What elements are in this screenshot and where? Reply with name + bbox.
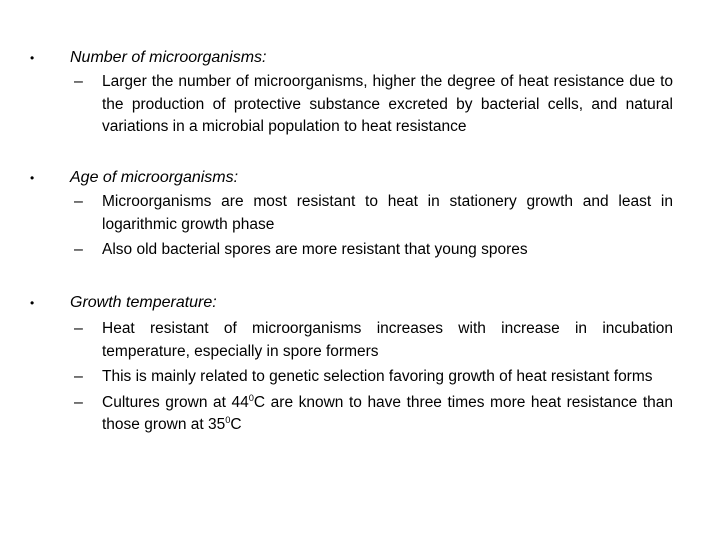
bullet-heading: Number of microorganisms: [70, 49, 267, 66]
sub-item [0, 318, 720, 363]
sub-item-text: Microorganisms are most resistant to heat in stationery growth and least in logarithmic growth phase [102, 193, 673, 233]
text-segment: Cultures grown at 44 [102, 393, 249, 411]
bullet-number-of-microorganisms [0, 47, 720, 139]
dash-marker: – [74, 193, 83, 210]
sub-item-text: Heat resistant of microorganisms increases with increase in incubation temperature, especially in spore formers [102, 320, 673, 360]
sub-item [0, 392, 720, 437]
dash-marker: – [74, 368, 83, 385]
sub-item-text: Larger the number of microorganisms, higher the degree of heat resistance due to the production of protective substance excreted by bacterial cells, and natural variations in a microbial population to heat resistance [102, 73, 673, 135]
sub-item [0, 366, 720, 389]
sub-item [0, 239, 720, 262]
dash-marker: – [74, 241, 83, 258]
bullet-dot: • [30, 171, 35, 185]
dash-marker: – [74, 393, 83, 411]
bullet-growth-temperature [0, 292, 720, 437]
sub-item-text: This is mainly related to genetic selection favoring growth of heat resistant forms [102, 368, 653, 385]
bullet-dot: • [30, 51, 35, 65]
bullet-age-of-microorganisms [0, 167, 720, 262]
dash-marker: – [74, 73, 83, 90]
sub-item-text [102, 392, 673, 437]
text-segment: C are known to have three times more heat resistance than those grown at 35 [102, 393, 673, 433]
sub-item [0, 191, 720, 236]
bullet-dot: • [30, 296, 35, 310]
dash-marker: – [74, 320, 83, 337]
bullet-heading: Age of microorganisms: [70, 169, 239, 186]
sub-item [0, 71, 720, 139]
superscript-degree: 0 [248, 392, 254, 403]
bullet-heading: Growth temperature: [70, 294, 217, 311]
text-segment: C [230, 416, 242, 433]
superscript-degree: 0 [225, 414, 231, 425]
sub-item-text: Also old bacterial spores are more resistant that young spores [102, 241, 528, 258]
